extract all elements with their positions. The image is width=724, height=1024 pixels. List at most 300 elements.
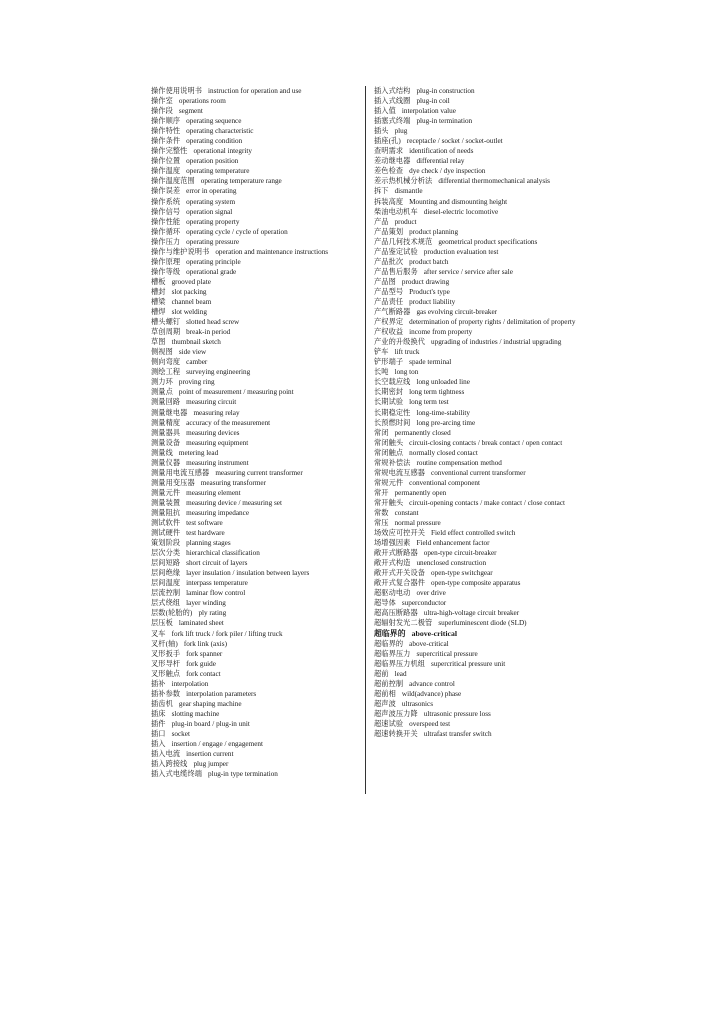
term-chinese: 超速试验 bbox=[374, 719, 404, 728]
glossary-entry bbox=[151, 528, 361, 538]
term-chinese: 插塞式终端 bbox=[374, 117, 411, 126]
term-english: ultrasonics bbox=[401, 699, 434, 708]
term-chinese: 测力环 bbox=[151, 378, 173, 387]
glossary-entry bbox=[374, 418, 579, 428]
term-chinese: 常压 bbox=[374, 519, 389, 528]
term-english: layer winding bbox=[186, 599, 226, 608]
term-english: measuring relay bbox=[193, 408, 240, 417]
glossary-entry bbox=[374, 307, 579, 317]
term-english: superluminescent diode (SLD) bbox=[438, 619, 527, 628]
term-english: measuring equipment bbox=[186, 438, 249, 447]
term-english: operating characteristic bbox=[186, 127, 254, 136]
term-english: measuring impedance bbox=[186, 508, 250, 517]
glossary-entry bbox=[374, 639, 579, 649]
term-english: channel beam bbox=[171, 297, 212, 306]
glossary-entry bbox=[374, 327, 579, 337]
term-english: long term tightness bbox=[409, 388, 465, 397]
term-english: product batch bbox=[409, 257, 449, 266]
term-english: test hardware bbox=[186, 529, 225, 538]
term-chinese: 操作性能 bbox=[151, 217, 181, 226]
glossary-entry bbox=[374, 508, 579, 518]
term-english: determination of property rights / delimitation of property bbox=[409, 318, 576, 327]
glossary-entry bbox=[151, 588, 361, 598]
term-english: circuit-opening contacts / make contact / close contact bbox=[409, 498, 566, 507]
term-english: plug-in construction bbox=[416, 87, 475, 95]
term-chinese: 测量点 bbox=[151, 388, 173, 397]
term-chinese: 操作等级 bbox=[151, 267, 181, 276]
term-english: slotting machine bbox=[171, 709, 220, 718]
glossary-entry bbox=[374, 387, 579, 397]
term-chinese: 插入跨接线 bbox=[151, 760, 188, 769]
term-chinese: 测量阻抗 bbox=[151, 508, 181, 517]
term-chinese: 操作完整性 bbox=[151, 147, 188, 156]
term-chinese: 测量器具 bbox=[151, 428, 181, 437]
term-english: operation and maintenance instructions bbox=[215, 247, 329, 256]
glossary-entry bbox=[374, 699, 579, 709]
term-chinese: 常开 bbox=[374, 488, 389, 497]
glossary-entry bbox=[374, 227, 579, 237]
term-chinese: 槽头螺钉 bbox=[151, 318, 181, 327]
term-english: lift truck bbox=[394, 348, 420, 357]
term-english: operating system bbox=[186, 197, 236, 206]
glossary-entry bbox=[374, 568, 579, 578]
term-chinese: 产品策划 bbox=[374, 227, 404, 236]
term-chinese: 层流控制 bbox=[151, 589, 181, 598]
term-english: conventional component bbox=[409, 478, 481, 487]
glossary-entry bbox=[151, 679, 361, 689]
term-english: measuring circuit bbox=[186, 398, 237, 407]
term-english: normal pressure bbox=[394, 519, 441, 528]
glossary-entry bbox=[374, 297, 579, 307]
term-english: wild(advance) phase bbox=[401, 689, 462, 698]
glossary-entry bbox=[151, 659, 361, 669]
glossary-entry bbox=[374, 197, 579, 207]
term-chinese: 插床 bbox=[151, 709, 166, 718]
glossary-entry bbox=[374, 478, 579, 488]
term-english: product bbox=[394, 217, 417, 226]
term-english: long pre-arcing time bbox=[416, 418, 476, 427]
glossary-entry bbox=[151, 739, 361, 749]
term-chinese: 产品型号 bbox=[374, 287, 404, 296]
glossary-entry bbox=[374, 176, 579, 186]
term-chinese: 差示热机械分析法 bbox=[374, 177, 433, 186]
term-chinese: 操作原理 bbox=[151, 257, 181, 266]
term-english: open-type composite apparatus bbox=[431, 579, 521, 588]
glossary-entry bbox=[151, 729, 361, 739]
term-chinese: 拆下 bbox=[374, 187, 389, 196]
term-english: operational integrity bbox=[193, 147, 252, 156]
term-english: measuring instrument bbox=[186, 458, 249, 467]
glossary-entry bbox=[151, 749, 361, 759]
term-english: long-time-stability bbox=[416, 408, 470, 417]
glossary-entry bbox=[374, 257, 579, 267]
term-english: after service / service after sale bbox=[423, 267, 513, 276]
glossary-entry bbox=[151, 759, 361, 769]
term-chinese: 操作误差 bbox=[151, 187, 181, 196]
glossary-entry bbox=[151, 126, 361, 136]
glossary-entry bbox=[374, 428, 579, 438]
glossary-entry bbox=[151, 136, 361, 146]
term-chinese: 铲形端子 bbox=[374, 358, 404, 367]
glossary-entry bbox=[374, 337, 579, 347]
glossary-entry bbox=[151, 508, 361, 518]
term-chinese: 测绘工程 bbox=[151, 368, 181, 377]
term-english: geometrical product specifications bbox=[438, 237, 538, 246]
term-english: side view bbox=[178, 348, 207, 357]
term-chinese: 柴油电动机车 bbox=[374, 207, 418, 216]
term-english: point of measurement / measuring point bbox=[178, 388, 294, 397]
term-chinese: 敞开式开关设备 bbox=[374, 569, 426, 578]
term-english: measuring devices bbox=[186, 428, 240, 437]
term-chinese: 侧向弯度 bbox=[151, 358, 181, 367]
term-english: operating condition bbox=[186, 137, 243, 146]
glossary-entry bbox=[374, 247, 579, 257]
glossary-entry bbox=[374, 106, 579, 116]
term-english: above-critical bbox=[411, 628, 458, 638]
glossary-entry bbox=[374, 719, 579, 729]
glossary-entry bbox=[374, 679, 579, 689]
glossary-entry bbox=[151, 709, 361, 719]
term-chinese: 槽板 bbox=[151, 277, 166, 286]
term-chinese: 产气断路器 bbox=[374, 308, 411, 317]
term-english: operating cycle / cycle of operation bbox=[186, 227, 288, 236]
glossary-entry bbox=[374, 518, 579, 528]
term-english: superconductor bbox=[401, 599, 447, 608]
glossary-entry bbox=[151, 397, 361, 407]
term-english: measuring device / measuring set bbox=[186, 498, 282, 507]
term-chinese: 测量元件 bbox=[151, 488, 181, 497]
glossary-entry bbox=[374, 468, 579, 478]
term-english: operating pressure bbox=[186, 237, 240, 246]
term-chinese: 操作使用说明书 bbox=[151, 87, 203, 95]
term-english: ultrasonic pressure loss bbox=[423, 709, 491, 718]
term-english: Field enhancement factor bbox=[416, 539, 490, 548]
glossary-entry bbox=[151, 649, 361, 659]
term-chinese: 插入式电缆终端 bbox=[151, 770, 203, 779]
term-chinese: 超临界压力机组 bbox=[374, 659, 426, 668]
term-chinese: 操作段 bbox=[151, 107, 173, 116]
term-chinese: 长吨 bbox=[374, 368, 389, 377]
glossary-entry bbox=[374, 448, 579, 458]
term-english: supercritical pressure unit bbox=[431, 659, 506, 668]
glossary-entry bbox=[374, 608, 579, 618]
term-chinese: 操作循环 bbox=[151, 227, 181, 236]
term-chinese: 拆装高度 bbox=[374, 197, 404, 206]
term-chinese: 插头 bbox=[374, 127, 389, 136]
glossary-entry bbox=[374, 578, 579, 588]
glossary-entry bbox=[374, 237, 579, 247]
term-chinese: 常开触头 bbox=[374, 498, 404, 507]
term-chinese: 常闭触头 bbox=[374, 438, 404, 447]
term-chinese: 产品批次 bbox=[374, 257, 404, 266]
glossary-entry bbox=[151, 377, 361, 387]
term-chinese: 层压板 bbox=[151, 619, 173, 628]
glossary-entry bbox=[151, 618, 361, 628]
glossary-entry bbox=[374, 588, 579, 598]
glossary-entry bbox=[151, 217, 361, 227]
term-english: metering lead bbox=[178, 448, 219, 457]
glossary-entry bbox=[151, 247, 361, 257]
term-english: production evaluation test bbox=[423, 247, 499, 256]
term-english: dismantle bbox=[394, 187, 423, 196]
glossary-entry bbox=[151, 448, 361, 458]
term-chinese: 超声波 bbox=[374, 699, 396, 708]
term-chinese: 超前 bbox=[374, 669, 389, 678]
term-chinese: 超声波压力降 bbox=[374, 709, 418, 718]
glossary-right-column bbox=[374, 86, 579, 739]
term-english: slot packing bbox=[171, 287, 207, 296]
term-english: unenclosed construction bbox=[416, 559, 487, 568]
term-english: differential thermomechanical analysis bbox=[438, 177, 550, 186]
term-chinese: 长空载应线 bbox=[374, 378, 411, 387]
term-chinese: 层间绝缘 bbox=[151, 569, 181, 578]
term-english: identification of needs bbox=[409, 147, 474, 156]
glossary-entry bbox=[374, 629, 579, 639]
term-english: long ton bbox=[394, 368, 419, 377]
glossary-entry bbox=[374, 156, 579, 166]
term-chinese: 操作顺序 bbox=[151, 117, 181, 126]
glossary-entry bbox=[151, 327, 361, 337]
glossary-entry bbox=[151, 287, 361, 297]
glossary-entry bbox=[374, 217, 579, 227]
term-chinese: 层间温度 bbox=[151, 579, 181, 588]
term-english: planning stages bbox=[186, 539, 231, 548]
glossary-entry bbox=[151, 337, 361, 347]
term-english: product liability bbox=[409, 297, 456, 306]
glossary-entry bbox=[151, 498, 361, 508]
term-chinese: 超导体 bbox=[374, 599, 396, 608]
glossary-entry bbox=[374, 96, 579, 106]
term-chinese: 超驱动电动 bbox=[374, 589, 411, 598]
term-english: camber bbox=[186, 358, 208, 367]
term-chinese: 测量线 bbox=[151, 448, 173, 457]
term-english: ultra-high-voltage circuit breaker bbox=[423, 609, 520, 618]
term-english: fork lift truck / fork piler / lifting truck bbox=[171, 629, 283, 638]
glossary-entry bbox=[151, 468, 361, 478]
term-english: product drawing bbox=[401, 277, 450, 286]
term-english: upgrading of industries / industrial upgrading bbox=[431, 338, 562, 347]
glossary-entry bbox=[151, 96, 361, 106]
term-english: slot welding bbox=[171, 308, 207, 317]
glossary-entry bbox=[374, 649, 579, 659]
glossary-entry bbox=[374, 458, 579, 468]
term-chinese: 产品图 bbox=[374, 277, 396, 286]
term-chinese: 测试硬件 bbox=[151, 529, 181, 538]
term-chinese: 草创周期 bbox=[151, 328, 181, 337]
term-english: interpolation bbox=[171, 679, 209, 688]
term-chinese: 长预燃时间 bbox=[374, 418, 411, 427]
glossary-entry bbox=[374, 397, 579, 407]
glossary-entry bbox=[151, 568, 361, 578]
term-english: interpass temperature bbox=[186, 579, 248, 588]
term-english: plug-in board / plug-in unit bbox=[171, 719, 250, 728]
glossary-entry bbox=[374, 498, 579, 508]
glossary-entry bbox=[151, 488, 361, 498]
term-chinese: 插补 bbox=[151, 679, 166, 688]
term-english: segment bbox=[178, 107, 203, 116]
glossary-entry bbox=[151, 548, 361, 558]
glossary-entry bbox=[151, 558, 361, 568]
glossary-entry bbox=[374, 126, 579, 136]
glossary-entry bbox=[151, 719, 361, 729]
term-english: measuring current transformer bbox=[215, 468, 303, 477]
glossary-entry bbox=[374, 267, 579, 277]
term-chinese: 插补参数 bbox=[151, 689, 181, 698]
term-english: hierarchical classification bbox=[186, 549, 260, 558]
glossary-entry bbox=[151, 237, 361, 247]
glossary-entry bbox=[151, 307, 361, 317]
glossary-entry bbox=[151, 418, 361, 428]
glossary-entry bbox=[374, 488, 579, 498]
term-chinese: 层数(轮胎的) bbox=[151, 609, 193, 618]
term-chinese: 产品鉴定试验 bbox=[374, 247, 418, 256]
glossary-entry bbox=[151, 297, 361, 307]
term-chinese: 测量用变压器 bbox=[151, 478, 195, 487]
glossary-entry bbox=[151, 689, 361, 699]
term-chinese: 叉形导杆 bbox=[151, 659, 181, 668]
term-english: thumbnail sketch bbox=[171, 338, 221, 347]
term-english: test software bbox=[186, 519, 223, 528]
glossary-left-column bbox=[151, 86, 361, 779]
glossary-entry bbox=[374, 116, 579, 126]
term-english: plug-in coil bbox=[416, 97, 450, 106]
glossary-entry bbox=[374, 659, 579, 669]
glossary-entry bbox=[151, 608, 361, 618]
term-chinese: 常闭触点 bbox=[374, 448, 404, 457]
glossary-entry bbox=[151, 257, 361, 267]
term-english: permanently open bbox=[394, 488, 447, 497]
term-english: proving ring bbox=[178, 378, 215, 387]
term-english: receptacle / socket / socket-outlet bbox=[406, 137, 503, 146]
term-english: open-type circuit-breaker bbox=[423, 549, 497, 558]
glossary-entry bbox=[374, 146, 579, 156]
glossary-entry bbox=[374, 618, 579, 628]
term-english: Mounting and dismounting height bbox=[409, 197, 508, 206]
term-chinese: 操作系统 bbox=[151, 197, 181, 206]
term-chinese: 叉车 bbox=[151, 629, 166, 638]
glossary-entry bbox=[374, 438, 579, 448]
glossary-entry bbox=[151, 156, 361, 166]
column-divider bbox=[365, 86, 366, 794]
term-chinese: 层式绕组 bbox=[151, 599, 181, 608]
term-english: overspeed test bbox=[409, 719, 451, 728]
term-chinese: 测量装置 bbox=[151, 498, 181, 507]
term-english: instruction for operation and use bbox=[208, 87, 302, 95]
glossary-entry bbox=[151, 769, 361, 779]
glossary-entry bbox=[374, 598, 579, 608]
term-english: conventional current transformer bbox=[431, 468, 526, 477]
glossary-entry bbox=[151, 367, 361, 377]
term-english: ply rating bbox=[198, 609, 227, 618]
glossary-entry bbox=[151, 478, 361, 488]
term-english: gear shaping machine bbox=[178, 699, 242, 708]
glossary-entry bbox=[151, 277, 361, 287]
term-english: long term test bbox=[409, 398, 449, 407]
term-chinese: 超临界的 bbox=[374, 628, 406, 638]
term-chinese: 测量精度 bbox=[151, 418, 181, 427]
glossary-entry bbox=[151, 408, 361, 418]
term-chinese: 层间短路 bbox=[151, 559, 181, 568]
term-chinese: 插入 bbox=[151, 740, 166, 749]
term-english: over drive bbox=[416, 589, 446, 598]
term-chinese: 差动继电器 bbox=[374, 157, 411, 166]
glossary-entry bbox=[151, 86, 361, 96]
term-english: Field effect controlled switch bbox=[431, 529, 516, 538]
term-chinese: 长期密封 bbox=[374, 388, 404, 397]
term-english: insertion / engage / engagement bbox=[171, 740, 263, 749]
term-chinese: 操作温度范围 bbox=[151, 177, 195, 186]
term-english: differential relay bbox=[416, 157, 465, 166]
glossary-entry bbox=[151, 629, 361, 639]
glossary-entry bbox=[151, 227, 361, 237]
term-english: operating sequence bbox=[186, 117, 242, 126]
term-chinese: 插齿机 bbox=[151, 699, 173, 708]
term-chinese: 测量回路 bbox=[151, 398, 181, 407]
glossary-entry bbox=[151, 428, 361, 438]
glossary-entry bbox=[151, 458, 361, 468]
term-chinese: 超高压断路器 bbox=[374, 609, 418, 618]
term-chinese: 铲车 bbox=[374, 348, 389, 357]
glossary-entry bbox=[151, 357, 361, 367]
term-chinese: 策划阶段 bbox=[151, 539, 181, 548]
term-chinese: 槽梁 bbox=[151, 297, 166, 306]
glossary-entry bbox=[374, 317, 579, 327]
term-chinese: 产品 bbox=[374, 217, 389, 226]
term-chinese: 超前相 bbox=[374, 689, 396, 698]
glossary-entry bbox=[374, 558, 579, 568]
term-chinese: 产权收益 bbox=[374, 328, 404, 337]
term-chinese: 测试软件 bbox=[151, 519, 181, 528]
term-chinese: 场增强因素 bbox=[374, 539, 411, 548]
term-english: dye check / dye inspection bbox=[409, 167, 486, 176]
term-english: permanently closed bbox=[394, 428, 451, 437]
glossary-entry bbox=[151, 106, 361, 116]
term-english: advance control bbox=[409, 679, 455, 688]
term-chinese: 产品责任 bbox=[374, 297, 404, 306]
term-chinese: 常规电流互感器 bbox=[374, 468, 426, 477]
term-english: operation signal bbox=[186, 207, 233, 216]
term-chinese: 侧视图 bbox=[151, 348, 173, 357]
term-chinese: 草图 bbox=[151, 338, 166, 347]
term-english: operations room bbox=[178, 97, 226, 106]
glossary-entry bbox=[151, 116, 361, 126]
term-english: supercritical pressure bbox=[416, 649, 478, 658]
glossary-entry bbox=[151, 317, 361, 327]
term-english: fork link (axis) bbox=[183, 639, 227, 648]
term-chinese: 敞开式构造 bbox=[374, 559, 411, 568]
term-english: error in operating bbox=[186, 187, 237, 196]
term-english: grooved plate bbox=[171, 277, 211, 286]
glossary-entry bbox=[151, 669, 361, 679]
glossary-entry bbox=[151, 699, 361, 709]
term-english: accuracy of the measurement bbox=[186, 418, 271, 427]
term-english: plug jumper bbox=[193, 760, 229, 769]
glossary-entry bbox=[374, 357, 579, 367]
term-english: operational grade bbox=[186, 267, 237, 276]
term-chinese: 测量仪器 bbox=[151, 458, 181, 467]
term-english: gas evolving circuit-breaker bbox=[416, 308, 498, 317]
glossary-entry bbox=[151, 598, 361, 608]
term-english: plug-in termination bbox=[416, 117, 473, 126]
term-chinese: 敞开式断路器 bbox=[374, 549, 418, 558]
term-english: slotted head screw bbox=[186, 318, 240, 327]
term-chinese: 叉形扳手 bbox=[151, 649, 181, 658]
term-chinese: 插入值 bbox=[374, 107, 396, 116]
term-chinese: 插入电流 bbox=[151, 750, 181, 759]
term-chinese: 操作室 bbox=[151, 97, 173, 106]
term-chinese: 槽封 bbox=[151, 287, 166, 296]
term-chinese: 产业的升级换代 bbox=[374, 338, 426, 347]
